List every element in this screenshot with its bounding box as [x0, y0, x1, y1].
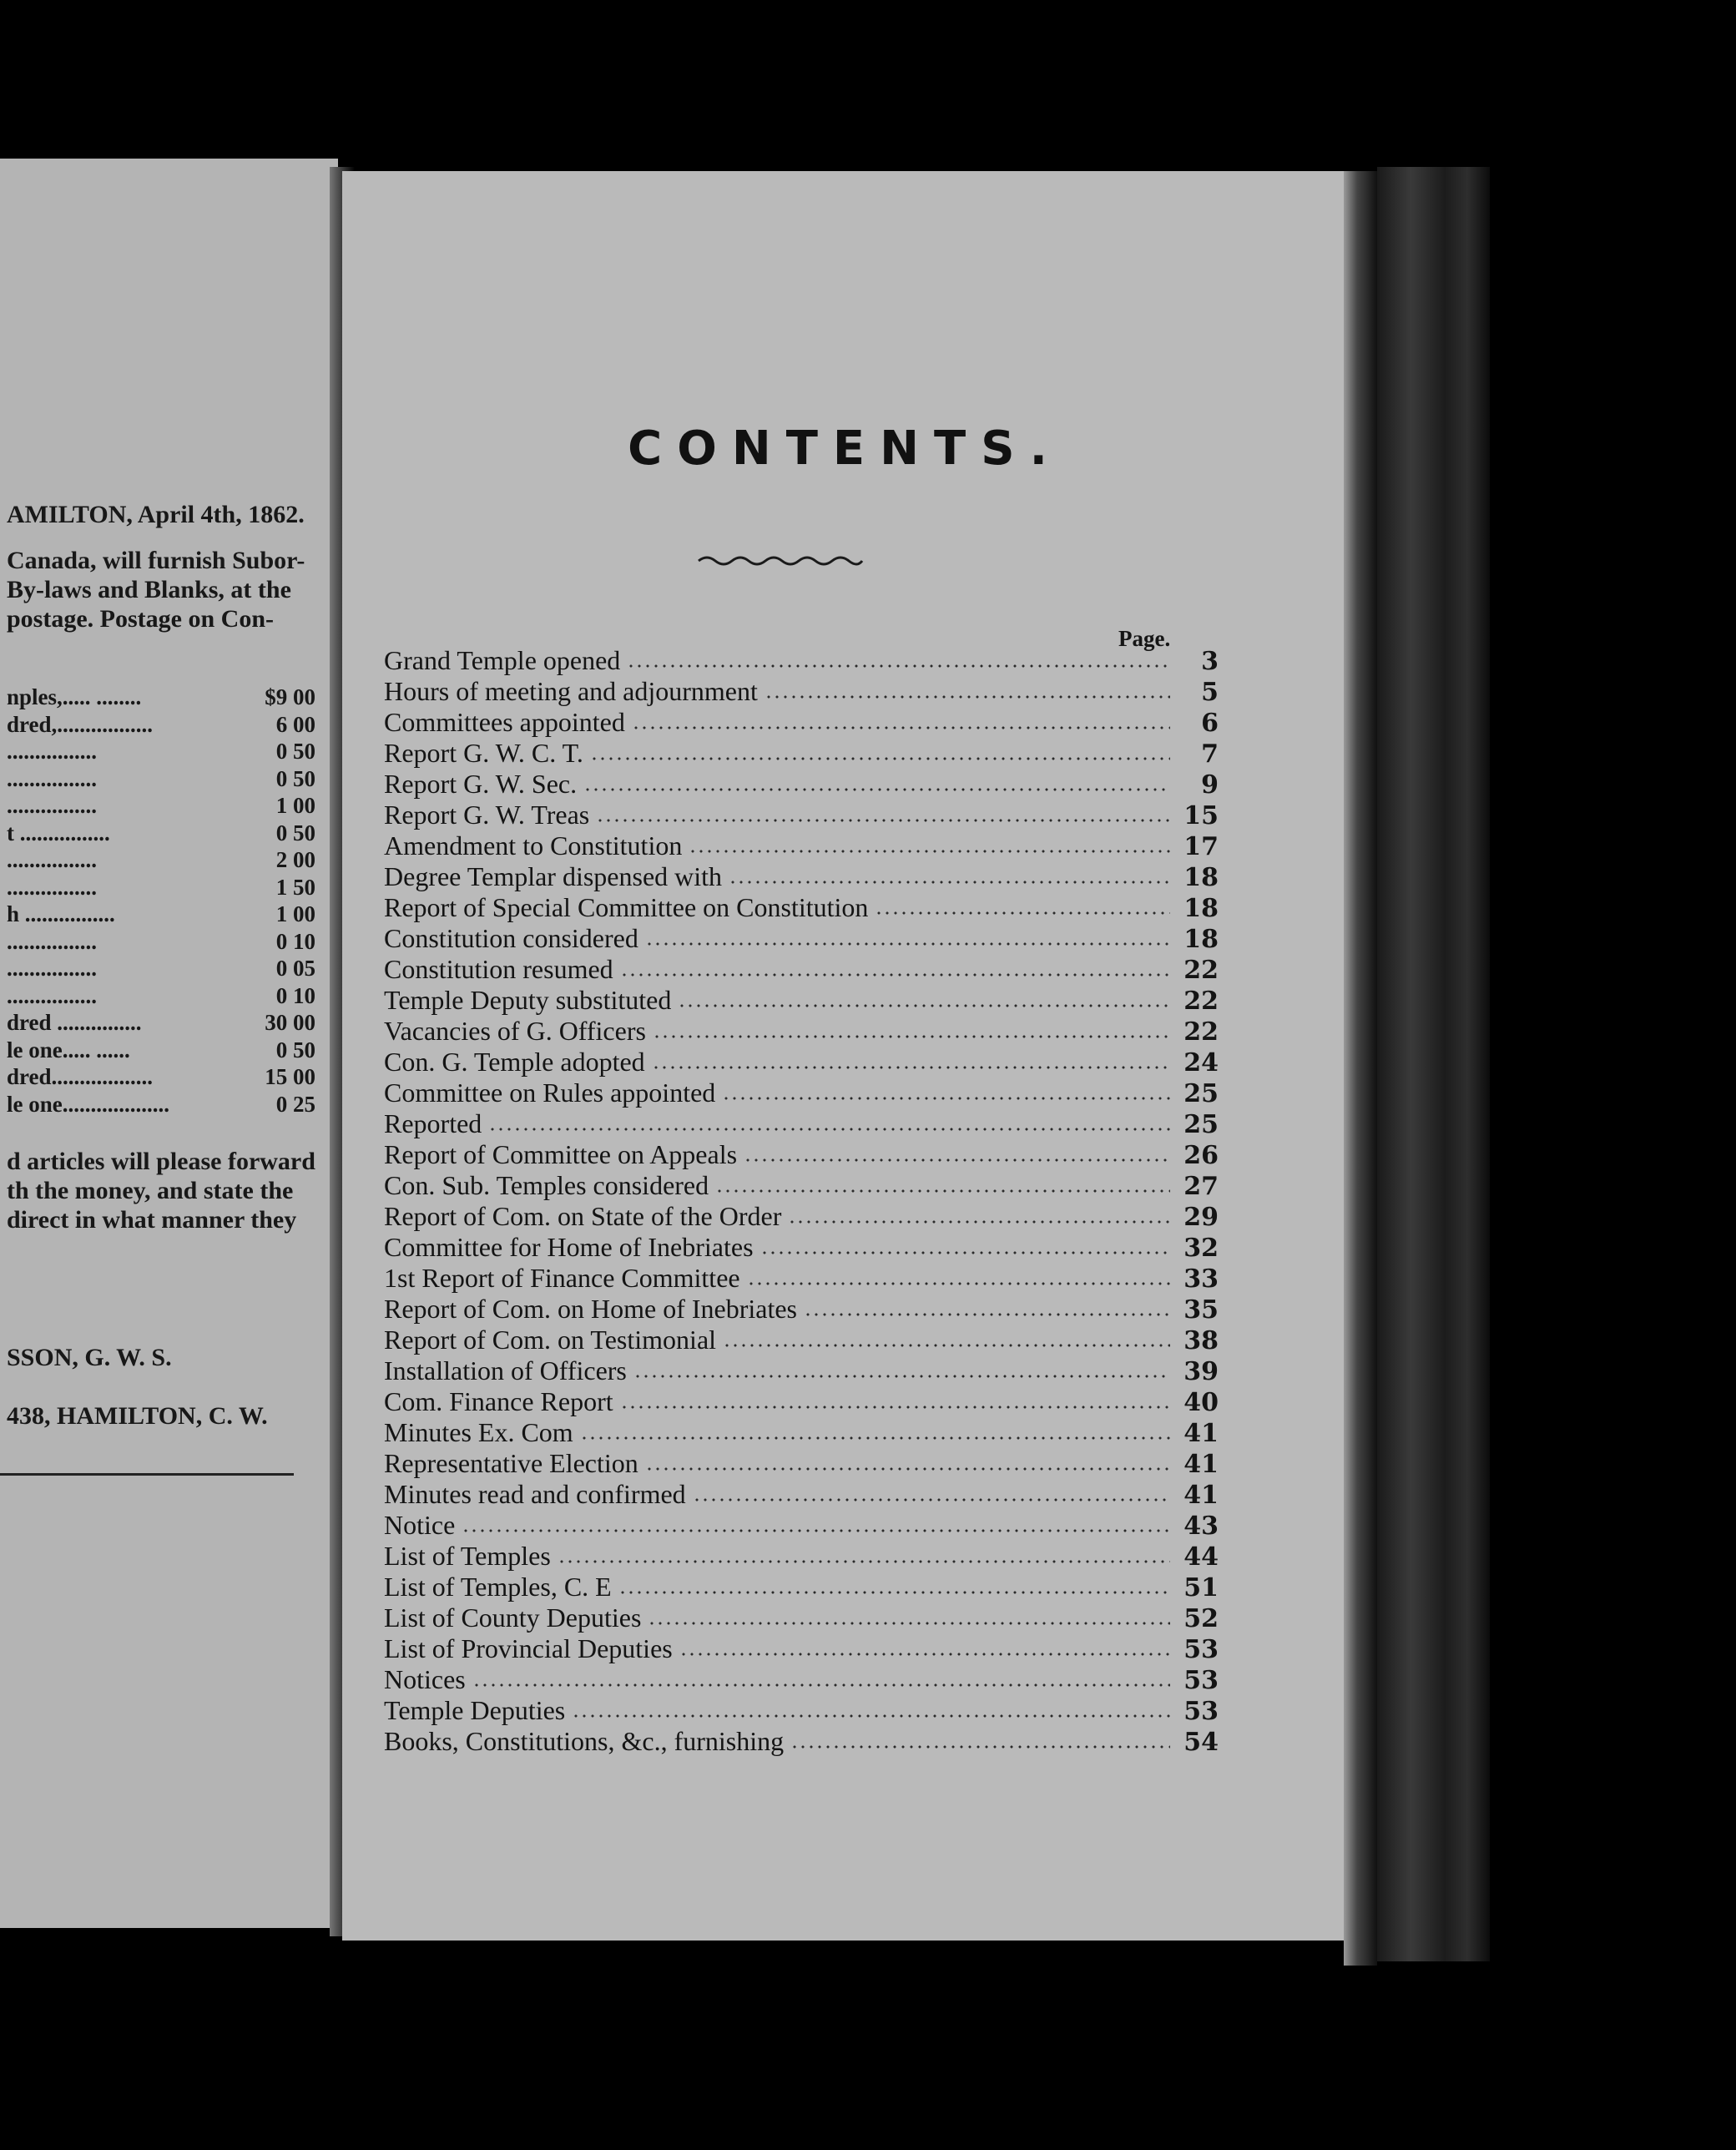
entry-page-number: 41	[1183, 1419, 1219, 1448]
entry-title: Report G. W. C. T.	[384, 738, 583, 768]
entry-page-number: 9	[1201, 770, 1219, 800]
contents-entry	[384, 1263, 1219, 1294]
contents-entry	[384, 1325, 1219, 1355]
dot-leader	[653, 1034, 1170, 1039]
contents-entry	[384, 923, 1219, 954]
dot-leader	[804, 1312, 1170, 1317]
entry-title: 1st Report of Finance Committee	[384, 1263, 740, 1293]
dot-leader	[488, 1127, 1170, 1132]
contents-entry	[384, 707, 1219, 738]
contents-entry	[384, 1201, 1219, 1232]
price-label: ................	[7, 739, 97, 764]
price-row	[7, 874, 315, 900]
entry-title: Installation of Officers	[384, 1355, 627, 1385]
entry-page-number: 3	[1201, 647, 1219, 676]
price-row	[7, 765, 315, 791]
entry-page-number: 29	[1183, 1203, 1219, 1232]
entry-page-number: 22	[1183, 1017, 1219, 1047]
price-label: ................	[7, 847, 97, 872]
price-row	[7, 901, 315, 926]
entry-page-number: 41	[1183, 1450, 1219, 1479]
price-label: ................	[7, 928, 97, 954]
entry-title: Com. Finance Report	[384, 1386, 613, 1416]
dot-leader	[652, 1065, 1170, 1070]
contents-entry	[384, 1355, 1219, 1386]
price-row	[7, 684, 315, 709]
price-label: ................	[7, 956, 97, 981]
entry-page-number: 5	[1201, 678, 1219, 707]
price-amount: 0 50	[275, 765, 315, 791]
entry-page-number: 22	[1183, 956, 1219, 985]
entry-title: Report G. W. Treas	[384, 800, 590, 830]
dot-leader	[765, 694, 1170, 699]
left-page-dateline: AMILTON, April 4th, 1862.	[7, 501, 305, 528]
left-page-address: 438, HAMILTON, C. W.	[7, 1402, 268, 1430]
entry-page-number: 18	[1183, 863, 1219, 892]
price-amount: 1 00	[275, 793, 315, 818]
dot-leader	[875, 911, 1170, 916]
page-edge	[1344, 171, 1377, 1966]
price-label: ................	[7, 982, 97, 1008]
entry-page-number: 7	[1201, 739, 1219, 769]
price-label: dred..................	[7, 1064, 154, 1089]
contents-page	[342, 171, 1348, 1941]
left-page-text-line: Canada, will furnish Subor-	[7, 547, 305, 574]
left-page-text-line: postage. Postage on Con-	[7, 605, 274, 633]
entry-page-number: 54	[1183, 1728, 1219, 1757]
price-row	[7, 982, 315, 1008]
price-amount: 0 50	[275, 739, 315, 764]
entry-title: Notice	[384, 1510, 456, 1540]
left-page-signature: SSON, G. W. S.	[7, 1344, 172, 1371]
dot-leader	[472, 1683, 1170, 1688]
price-label: dred,.................	[7, 711, 154, 737]
entry-title: Notices	[384, 1664, 466, 1694]
price-row	[7, 1010, 315, 1035]
price-row	[7, 820, 315, 845]
price-label: nples,..... ........	[7, 684, 142, 709]
contents-entry	[384, 1386, 1219, 1417]
dot-leader	[760, 1250, 1170, 1255]
price-label: h ................	[7, 901, 115, 926]
entry-page-number: 18	[1183, 925, 1219, 954]
entry-title: Report of Com. on Testimonial	[384, 1325, 717, 1355]
entry-title: Representative Election	[384, 1448, 638, 1478]
price-label: ................	[7, 874, 97, 900]
contents-entry	[384, 1016, 1219, 1047]
entry-title: Report G. W. Sec.	[384, 769, 578, 799]
contents-entry	[384, 1479, 1219, 1510]
contents-entry	[384, 1572, 1219, 1602]
entry-page-number: 33	[1183, 1264, 1219, 1294]
dot-leader	[744, 1158, 1170, 1163]
contents-entry	[384, 1294, 1219, 1325]
contents-entry	[384, 738, 1219, 769]
entry-title: List of Temples	[384, 1541, 551, 1571]
dot-leader	[645, 941, 1170, 946]
price-row	[7, 956, 315, 981]
entry-page-number: 44	[1183, 1542, 1219, 1572]
price-amount: 0 50	[275, 1037, 315, 1062]
price-row	[7, 928, 315, 954]
contents-entry	[384, 800, 1219, 830]
contents-entry	[384, 1602, 1219, 1633]
entry-title: Grand Temple opened	[384, 645, 621, 675]
entry-title: Report of Special Committee on Constitution	[384, 892, 869, 922]
entry-page-number: 40	[1183, 1388, 1219, 1417]
price-row	[7, 793, 315, 818]
price-label: le one...................	[7, 1091, 169, 1117]
contents-title: CONTENTS.	[628, 421, 1062, 476]
dot-leader	[620, 1405, 1170, 1410]
left-page-text-line: By-laws and Blanks, at the	[7, 576, 291, 603]
price-label: le one..... ......	[7, 1037, 130, 1062]
price-label: t ................	[7, 820, 110, 845]
dot-leader	[590, 756, 1170, 761]
dot-leader	[633, 1374, 1170, 1379]
contents-entry	[384, 1232, 1219, 1263]
price-row	[7, 1064, 315, 1089]
contents-entry	[384, 892, 1219, 923]
entry-title: Con. Sub. Temples considered	[384, 1170, 709, 1200]
price-label: ................	[7, 793, 97, 818]
price-amount: 0 50	[275, 820, 315, 845]
contents-entry	[384, 645, 1219, 676]
price-amount: 30 00	[265, 1010, 315, 1035]
dot-leader	[583, 787, 1170, 792]
entry-page-number: 25	[1183, 1079, 1219, 1108]
entry-page-number: 53	[1183, 1697, 1219, 1726]
contents-entry	[384, 1664, 1219, 1695]
entry-page-number: 26	[1183, 1141, 1219, 1170]
entry-title: Report of Committee on Appeals	[384, 1139, 738, 1169]
contents-entry	[384, 1139, 1219, 1170]
contents-entry	[384, 1417, 1219, 1448]
entry-page-number: 6	[1201, 709, 1219, 738]
left-page-text-line: d articles will please forward	[7, 1148, 315, 1175]
entry-title: Amendment to Constitution	[384, 830, 683, 861]
entry-page-number: 38	[1183, 1326, 1219, 1355]
dot-leader	[580, 1436, 1170, 1441]
entry-page-number: 24	[1183, 1048, 1219, 1078]
entry-page-number: 51	[1183, 1573, 1219, 1602]
price-row	[7, 739, 315, 764]
left-page-rule	[0, 1473, 294, 1476]
dot-leader	[462, 1528, 1170, 1533]
contents-entry	[384, 1078, 1219, 1108]
contents-entry	[384, 985, 1219, 1016]
price-amount: 1 50	[275, 874, 315, 900]
contents-entry	[384, 954, 1219, 985]
dot-leader	[689, 849, 1170, 854]
entry-page-number: 18	[1183, 894, 1219, 923]
dot-leader	[723, 1343, 1170, 1348]
contents-entry	[384, 1695, 1219, 1726]
entry-title: Report of Com. on State of the Order	[384, 1201, 782, 1231]
page-column-header: Page.	[1118, 626, 1171, 651]
dot-leader	[678, 1003, 1170, 1008]
entry-page-number: 52	[1183, 1604, 1219, 1633]
price-row	[7, 711, 315, 737]
dot-leader	[790, 1744, 1170, 1749]
entry-page-number: 15	[1183, 801, 1219, 830]
entry-title: Reported	[384, 1108, 482, 1138]
dot-leader	[558, 1559, 1170, 1564]
entry-title: Hours of meeting and adjournment	[384, 676, 758, 706]
dot-leader	[645, 1466, 1170, 1471]
contents-entry	[384, 1726, 1219, 1757]
entry-title: List of County Deputies	[384, 1602, 642, 1633]
entry-title: List of Temples, C. E	[384, 1572, 612, 1602]
dot-leader	[627, 664, 1170, 669]
price-amount: 0 10	[275, 928, 315, 954]
dot-leader	[722, 1096, 1170, 1101]
entry-page-number: 25	[1183, 1110, 1219, 1139]
entry-title: Minutes Ex. Com	[384, 1417, 573, 1447]
contents-entry	[384, 830, 1219, 861]
entry-title: Committee on Rules appointed	[384, 1078, 716, 1108]
contents-entry	[384, 1170, 1219, 1201]
entry-page-number: 35	[1183, 1295, 1219, 1325]
entry-title: Report of Com. on Home of Inebriates	[384, 1294, 797, 1324]
price-label: dred ...............	[7, 1010, 142, 1035]
entry-title: Temple Deputy substituted	[384, 985, 672, 1015]
entry-title: List of Provincial Deputies	[384, 1633, 673, 1663]
left-page	[0, 159, 338, 1928]
price-amount: 0 25	[275, 1091, 315, 1117]
price-row	[7, 1037, 315, 1062]
entry-page-number: 27	[1183, 1172, 1219, 1201]
dot-leader	[648, 1621, 1170, 1626]
dot-leader	[747, 1281, 1170, 1286]
contents-entry	[384, 1633, 1219, 1664]
contents-entry	[384, 1108, 1219, 1139]
contents-entry	[384, 676, 1219, 707]
price-amount: 2 00	[275, 847, 315, 872]
contents-entry	[384, 1047, 1219, 1078]
dot-leader	[572, 1713, 1170, 1718]
dot-leader	[632, 725, 1170, 730]
price-amount: 15 00	[265, 1064, 315, 1089]
entry-page-number: 39	[1183, 1357, 1219, 1386]
entry-page-number: 43	[1183, 1512, 1219, 1541]
contents-entry	[384, 1510, 1219, 1541]
price-amount: 0 05	[275, 956, 315, 981]
price-amount: 6 00	[275, 711, 315, 737]
entry-title: Vacancies of G. Officers	[384, 1016, 646, 1046]
entry-title: Constitution considered	[384, 923, 638, 953]
entry-title: Committee for Home of Inebriates	[384, 1232, 754, 1262]
dot-leader	[788, 1219, 1170, 1224]
dot-leader	[715, 1189, 1170, 1194]
entry-page-number: 32	[1183, 1234, 1219, 1263]
dot-leader	[618, 1590, 1170, 1595]
price-row	[7, 1091, 315, 1117]
dot-leader	[596, 818, 1170, 823]
price-row	[7, 847, 315, 872]
price-amount: 0 10	[275, 982, 315, 1008]
left-page-text-line: th the money, and state the	[7, 1177, 294, 1204]
contents-entry	[384, 1541, 1219, 1572]
entry-title: Constitution resumed	[384, 954, 613, 984]
contents-entry	[384, 1448, 1219, 1479]
entry-title: Temple Deputies	[384, 1695, 566, 1725]
left-page-text-line: direct in what manner they	[7, 1206, 297, 1234]
entry-page-number: 22	[1183, 987, 1219, 1016]
dot-leader	[693, 1497, 1170, 1502]
entry-page-number: 53	[1183, 1666, 1219, 1695]
dot-leader	[729, 880, 1170, 885]
price-amount: $9 00	[265, 684, 315, 709]
entry-title: Minutes read and confirmed	[384, 1479, 686, 1509]
entry-page-number: 17	[1183, 832, 1219, 861]
contents-entry	[384, 769, 1219, 800]
entry-title: Books, Constitutions, &c., furnishing	[384, 1726, 785, 1756]
contents-entry	[384, 861, 1219, 892]
entry-title: Committees appointed	[384, 707, 625, 737]
dot-leader	[620, 972, 1170, 977]
book-fore-edge	[1377, 167, 1490, 1961]
dot-leader	[679, 1652, 1170, 1657]
entry-page-number: 41	[1183, 1481, 1219, 1510]
title-ornament	[697, 551, 864, 568]
contents-list	[384, 645, 1219, 1757]
price-label: ................	[7, 765, 97, 791]
price-amount: 1 00	[275, 901, 315, 926]
entry-title: Degree Templar dispensed with	[384, 861, 723, 891]
entry-title: Con. G. Temple adopted	[384, 1047, 645, 1077]
entry-page-number: 53	[1183, 1635, 1219, 1664]
